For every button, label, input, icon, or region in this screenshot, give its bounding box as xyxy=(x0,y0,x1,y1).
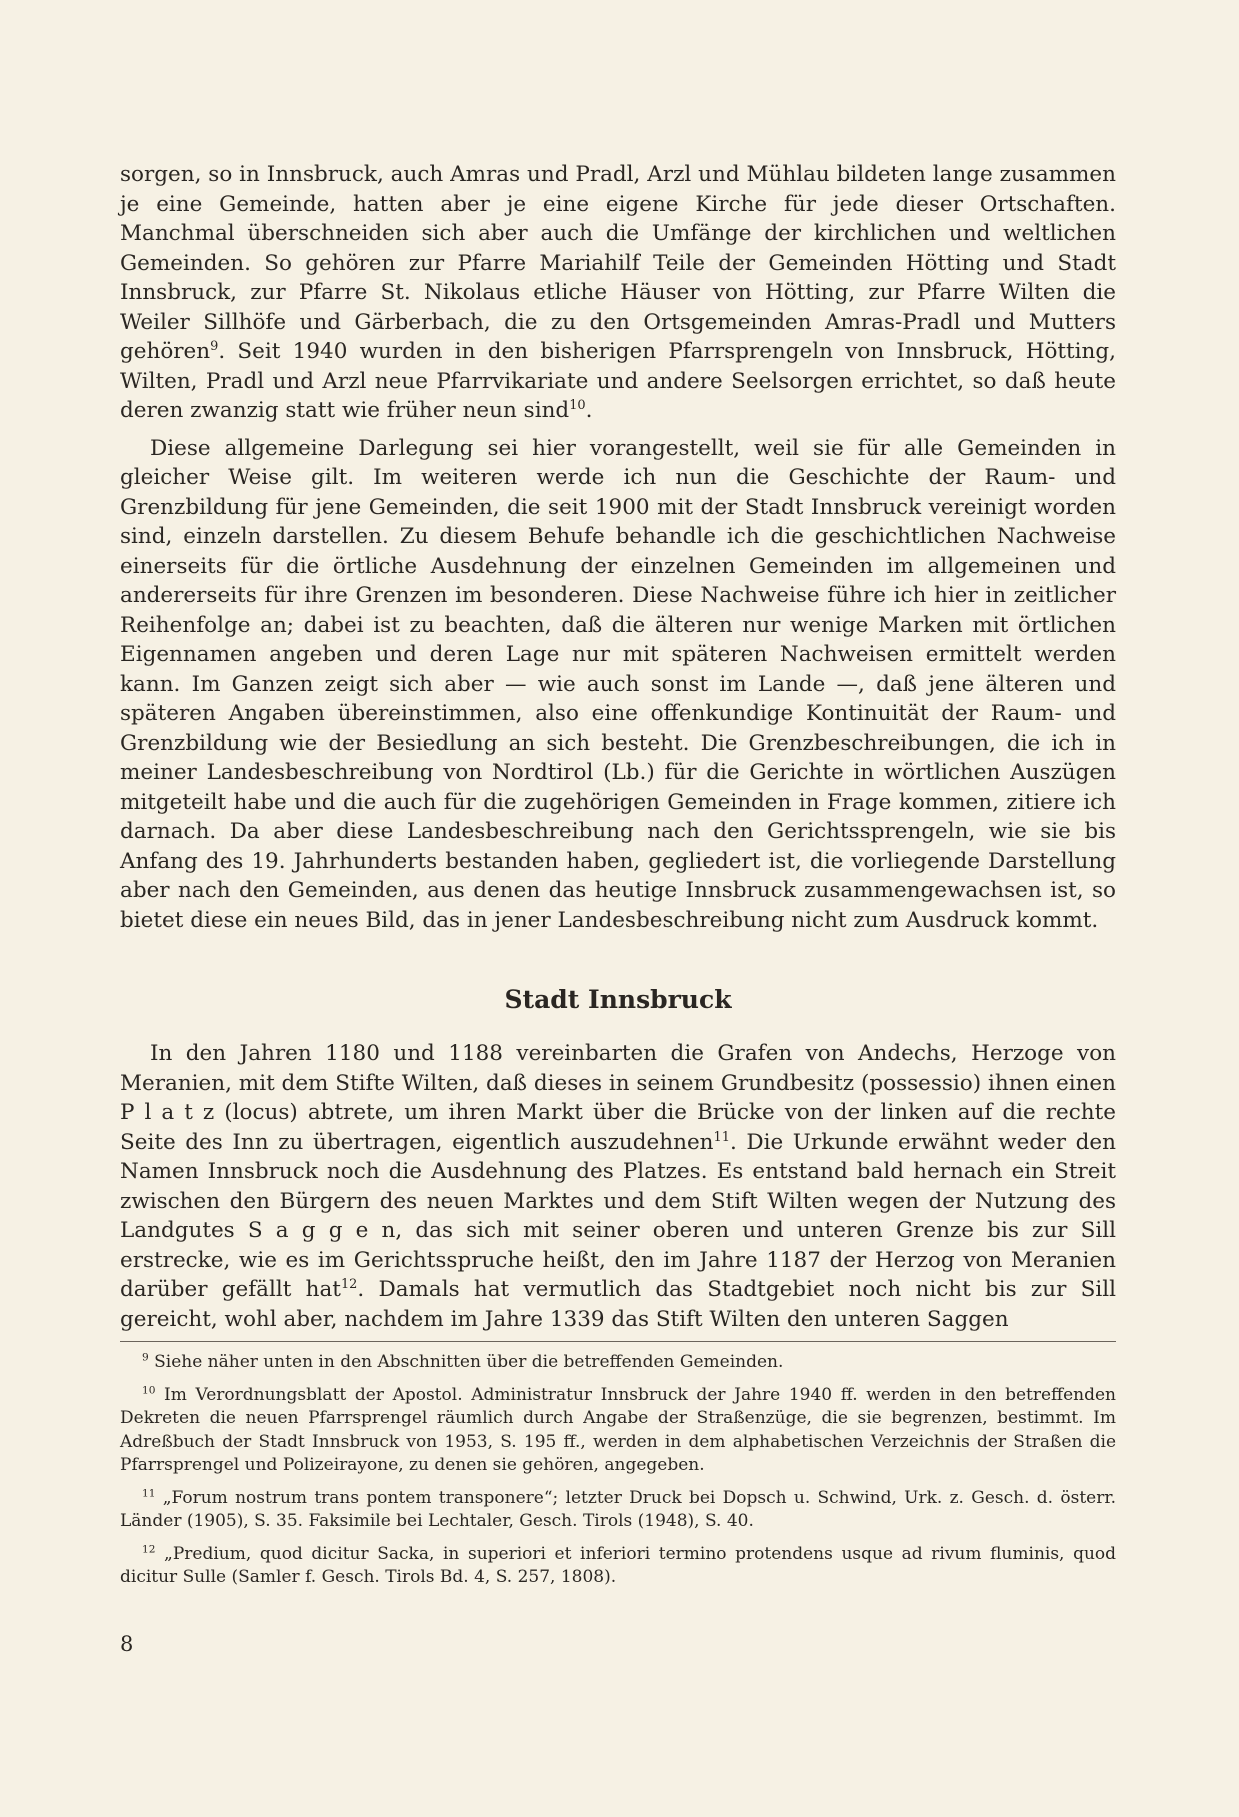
page-content xyxy=(120,160,1116,1599)
footnote-text: Siehe näher unten in den Abschnitten über die betreffenden Gemeinden. xyxy=(154,1352,784,1372)
paragraph-3 xyxy=(120,1039,1116,1334)
paragraph-1-part-3: . xyxy=(585,398,593,423)
paragraph-3-part-3: . Die Urkunde erwähnt weder den Namen Innsbruck noch die Ausdehnung des Platzes. Es entstand bald hernach ein Streit zwischen den Bürgern des neuen Marktes und dem Stift Wilten wegen der Nutzung des Landgutes xyxy=(120,1129,1116,1243)
paragraph-3-part-2: (locus) abtrete, um ihren Markt über die Brücke von der linken auf die rechte Seite des Inn zu übertragen, eigentlich auszudehnen xyxy=(120,1100,1116,1155)
paragraph-3-part-1: In den Jahren 1180 und 1188 vereinbarten die Grafen von Andechs, Herzoge von Meranien, mit dem Stifte Wilten, daß dieses in seinem Grundbesitz (possessio) ihnen einen xyxy=(120,1041,1116,1096)
footnote-10 xyxy=(120,1384,1116,1478)
footnote-number: 10 xyxy=(142,1383,156,1396)
footnote-number: 12 xyxy=(142,1542,156,1555)
footnote-12 xyxy=(120,1543,1116,1590)
paragraph-2: Diese allgemeine Darlegung sei hier vorangestellt, weil sie für alle Gemeinden in gleicher Weise gilt. Im weiteren werde ich nun die Geschichte der Raum- und Grenzbildung für jene Gemeinden, die seit 1900 mit der Stadt Innsbruck vereinigt worden sind, einzeln darstellen. Zu diesem Behufe behandle ich die geschichtlichen Nachweise einerseits für die örtliche Ausdehnung der einzelnen Gemeinden im allgemeinen und andererseits für ihre Grenzen im besonderen. Diese Nachweise führe ich hier in zeitlicher Reihenfolge an; dabei ist zu beachten, daß die älteren nur wenige Marken mit örtlichen Eigennamen angeben und deren Lage nur mit späteren Nachweisen ermittelt werden kann. Im Ganzen zeigt sich aber — wie auch sonst im Lande —, daß jene älteren und späteren Angaben übereinstimmen, also eine offenkundige Kontinuität der Raum- und Grenzbildung wie der Besiedlung an sich besteht. Die Grenzbeschreibungen, die ich in meiner Landesbeschreibung von Nordtirol (Lb.) für die Gerichte in wörtlichen Auszügen mitgeteilt habe und die auch für die zugehörigen Gemeinden in Frage kommen, zitiere ich darnach. Da aber diese Landesbeschreibung nach den Gerichtssprengeln, wie sie bis Anfang des 19. Jahrhunderts bestanden haben, gegliedert ist, die vorliegende Darstellung aber nach den Gemeinden, aus denen das heutige Innsbruck zusammengewachsen ist, so bietet diese ein neues Bild, das in jener Landesbeschreibung nicht zum Ausdruck kommt. xyxy=(120,435,1116,933)
section-title: Stadt Innsbruck xyxy=(504,985,732,1014)
footnote-ref-9: 9 xyxy=(210,338,219,354)
paragraph-3-part-5: . Damals hat vermutlich das Stadtgebiet noch nicht bis zur Sill gereicht, wohl aber, nachdem im Jahre 1339 das Stift Wilten den unteren Saggen xyxy=(120,1277,1116,1332)
page-number: 8 xyxy=(120,1632,134,1656)
spaced-word-saggen: S a g g e n xyxy=(247,1218,396,1243)
paragraph-1 xyxy=(120,160,1116,426)
paragraph-3-part-4: , das sich mit seiner oberen und unteren Grenze bis zur Sill erstrecke, wie es im Gerichtsspruche heißt, den im Jahre 1187 der Herzog von Meranien darüber gefällt hat xyxy=(120,1218,1116,1302)
footnote-number: 9 xyxy=(142,1351,149,1364)
paragraph-1-part-2: . Seit 1940 wurden in den bisherigen Pfarrsprengeln von Innsbruck, Hötting, Wilten, Pradl und Arzl neue Pfarrvikariate und andere Seelsorgen errichtet, so daß heute deren zwanzig statt wie früher neun sind xyxy=(120,339,1116,423)
footnote-text: Im Verordnungsblatt der Apostol. Administratur Innsbruck der Jahre 1940 ff. werden in den betreffenden Dekreten die neuen Pfarrsprengel räumlich durch Angabe der Straßenzüge, die sie begrenzen, bestimmt. Im Adreßbuch der Stadt Innsbruck von 1953, S. 195 ff., werden in dem alphabetischen Verzeichnis der Straßen die Pfarrsprengel und Polizeirayone, zu denen sie gehören, angegeben. xyxy=(120,1384,1117,1475)
main-text xyxy=(120,160,1116,1334)
footnote-ref-12: 12 xyxy=(340,1276,358,1292)
footnote-ref-10: 10 xyxy=(569,397,586,413)
footnote-text: „Predium, quod dicitur Sacka, in superiori et inferiori termino protendens usque ad rivum fluminis, quod dicitur Sulle (Samler f. Gesch. Tirols Bd. 4, S. 257, 1808). xyxy=(120,1543,1117,1587)
footnote-divider xyxy=(120,1341,1116,1342)
footnote-9 xyxy=(120,1351,1116,1375)
footnotes xyxy=(120,1351,1116,1590)
footnote-number: 11 xyxy=(142,1486,156,1499)
spaced-word-platz: P l a t z xyxy=(120,1100,215,1125)
footnote-ref-11: 11 xyxy=(713,1129,730,1145)
footnote-text: „Forum nostrum trans pontem transponere“; letzter Druck bei Dopsch u. Schwind, Urk. z. Gesch. d. österr. Länder (1905), S. 35. Faksimile bei Lechtaler, Gesch. Tirols (1948), S. 40. xyxy=(120,1487,1116,1531)
footnote-11 xyxy=(120,1487,1116,1534)
paragraph-1-part-1: sorgen, so in Innsbruck, auch Amras und Pradl, Arzl und Mühlau bildeten lange zusammen je eine Gemeinde, hatten aber je eine eigene Kirche für jede dieser Ortschaften. Manchmal überschneiden sich aber auch die Umfänge der kirchlichen und weltlichen Gemeinden. So gehören zur Pfarre Mariahilf Teile der Gemeinden Hötting und Stadt Innsbruck, zur Pfarre St. Nikolaus etliche Häuser von Hötting, zur Pfarre Wilten die Weiler Sillhöfe und Gärberbach, die zu den Ortsgemeinden Amras-Pradl und Mutters gehören xyxy=(120,162,1116,364)
